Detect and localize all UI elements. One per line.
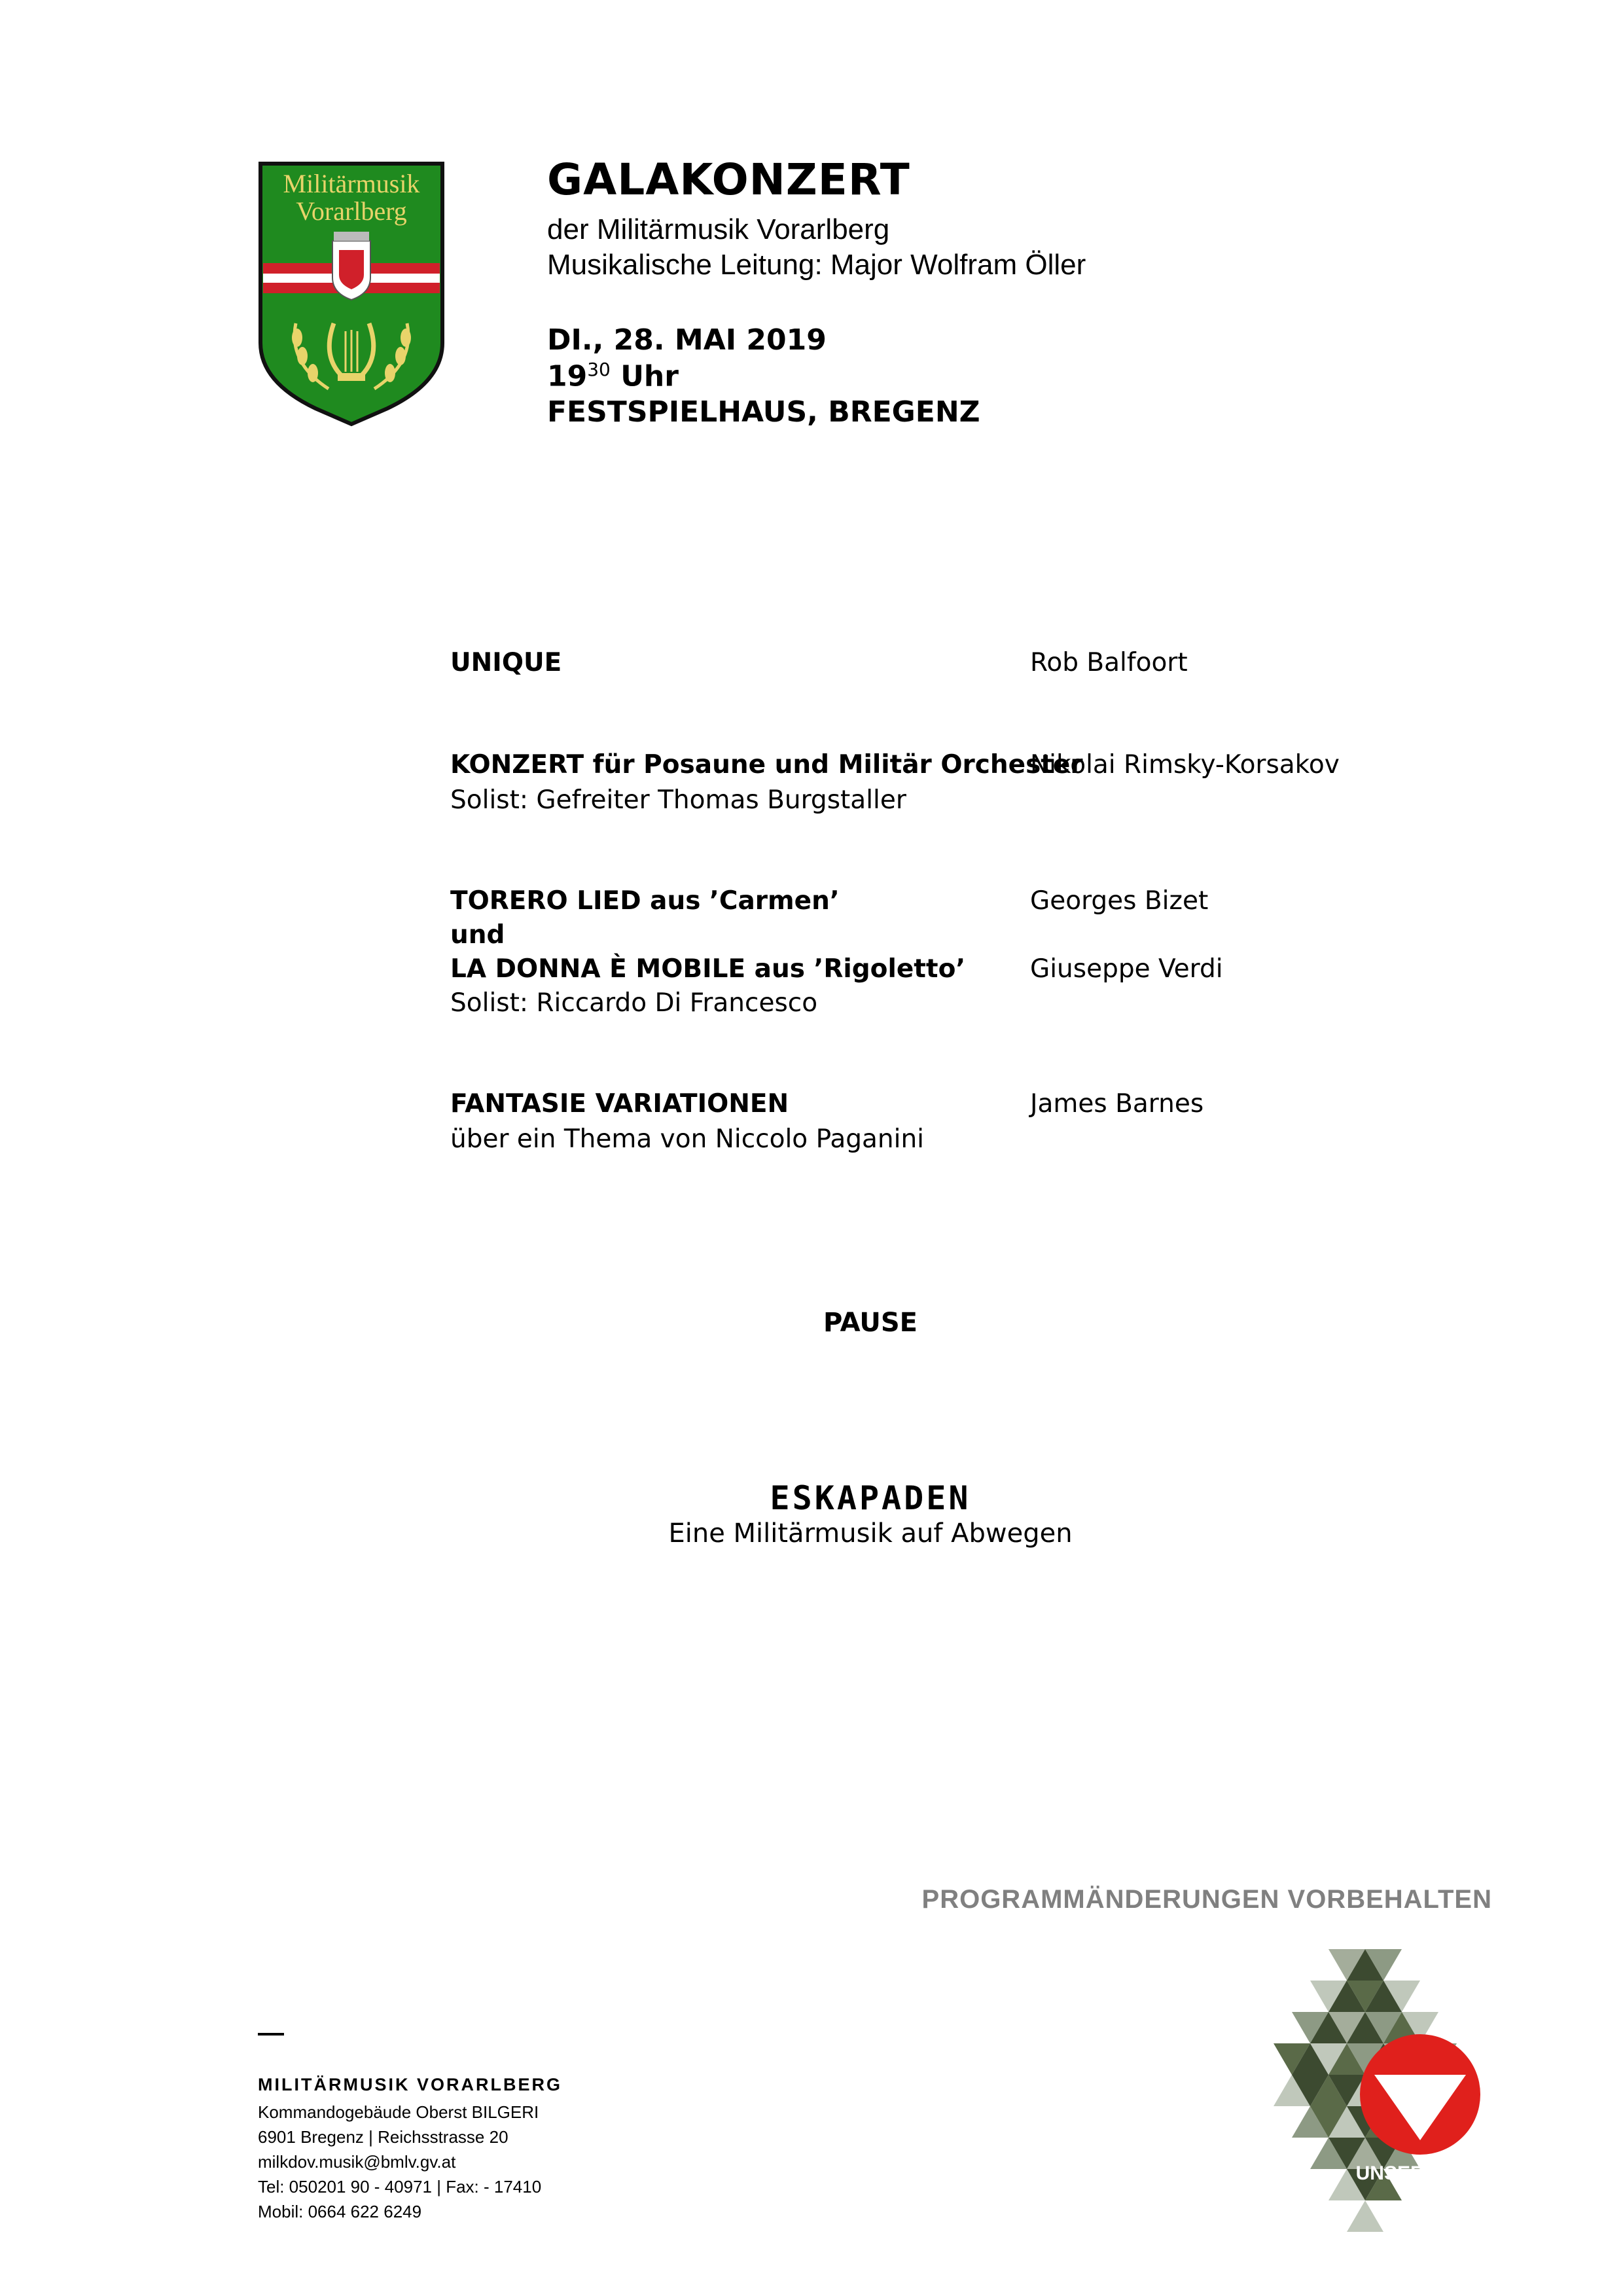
program-item-3-composer2: Giuseppe Verdi <box>1030 954 1223 984</box>
footer-org: MILITÄRMUSIK VORARLBERG <box>258 2075 562 2094</box>
footer-building: Kommandogebäude Oberst BILGERI <box>258 2102 539 2122</box>
concert-title: GALAKONZERT <box>547 154 910 205</box>
footer-dash <box>258 2033 284 2036</box>
program-item-3-composer: Georges Bizet <box>1030 886 1209 916</box>
program-item-2-composer: Nikolai Rimsky-Korsakov <box>1030 750 1340 780</box>
pause-label: PAUSE <box>823 1308 918 1338</box>
program-item-2-title: KONZERT für Posaune und Militär Orchester <box>450 750 1083 780</box>
time-suffix: Uhr <box>620 359 679 393</box>
footer-email: milkdov.musik@bmlv.gv.at <box>258 2152 456 2172</box>
program-item-4-title: FANTASIE VARIATIONEN <box>450 1089 789 1119</box>
concert-time <box>547 359 679 393</box>
program-item-3-soloist: Solist: Riccardo Di Francesco <box>450 988 818 1018</box>
program-item-1-composer: Rob Balfoort <box>1030 648 1188 677</box>
second-half-title: ESKAPADEN <box>770 1479 971 1517</box>
program-item-3-title: TORERO LIED aus ’Carmen’ <box>450 886 840 916</box>
musical-director: Musikalische Leitung: Major Wolfram Öller <box>547 249 1086 281</box>
program-item-4-subtitle: über ein Thema von Niccolo Paganini <box>450 1124 924 1154</box>
unser-heer-logo <box>1263 1944 1577 2258</box>
program-item-3-title2: LA DONNA È MOBILE aus ’Rigoletto’ <box>450 954 966 984</box>
footer-phone: Tel: 050201 90 - 40971 | Fax: - 17410 <box>258 2177 542 2197</box>
concert-date: DI., 28. MAI 2019 <box>547 323 827 357</box>
concert-subtitle: der Militärmusik Vorarlberg <box>547 213 890 245</box>
program-item-2-soloist: Solist: Gefreiter Thomas Burgstaller <box>450 785 906 815</box>
time-hour: 19 <box>547 359 588 393</box>
time-minutes: 30 <box>587 359 611 380</box>
militaermusik-crest-logo <box>257 160 446 428</box>
program-item-4-composer: James Barnes <box>1030 1089 1204 1119</box>
crest-line2: Vorarlberg <box>296 196 407 226</box>
logo-triangle <box>1347 2200 1383 2232</box>
program-item-1-title: UNIQUE <box>450 648 562 677</box>
crest-line1: Militärmusik <box>283 169 420 198</box>
footer-mobile: Mobil: 0664 622 6249 <box>258 2202 422 2221</box>
concert-venue: FESTSPIELHAUS, BREGENZ <box>547 395 980 429</box>
unser-heer-label: UNSER HEER <box>1355 2162 1485 2184</box>
program-change-notice: PROGRAMMÄNDERUNGEN VORBEHALTEN <box>921 1885 1492 1914</box>
footer-address: 6901 Bregenz | Reichsstrasse 20 <box>258 2127 508 2147</box>
second-half-subtitle: Eine Militärmusik auf Abwegen <box>668 1518 1073 1549</box>
program-item-3-connector: und <box>450 920 505 950</box>
